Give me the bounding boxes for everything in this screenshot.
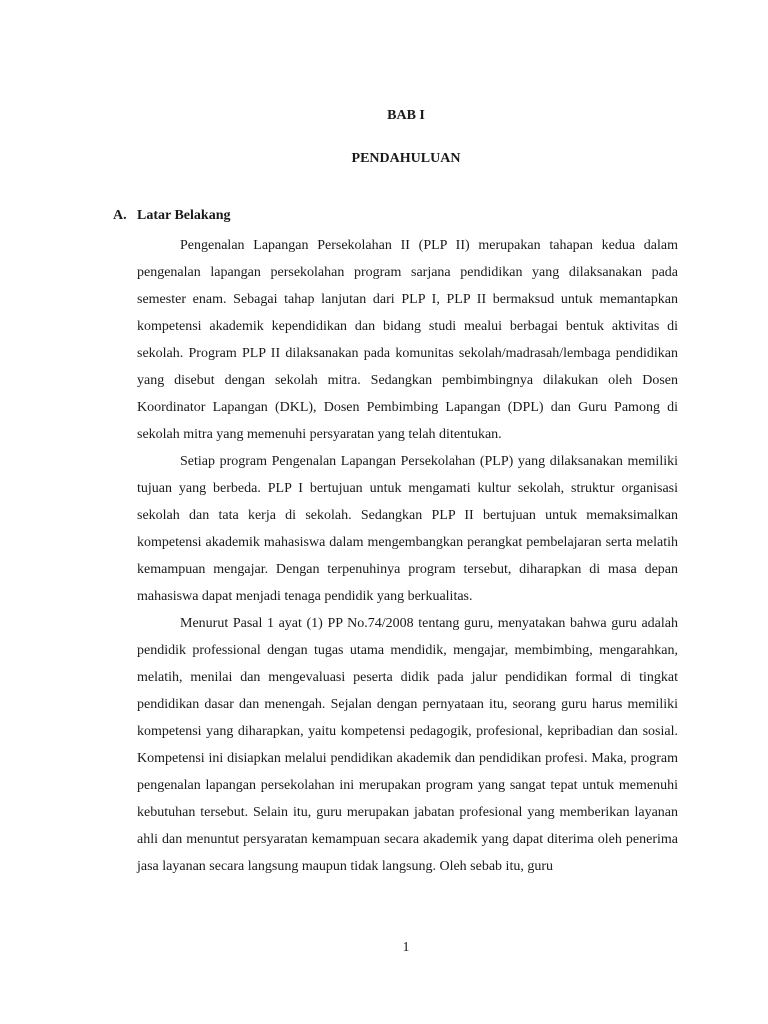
page-number: 1	[402, 940, 410, 955]
paragraph-1: Pengenalan Lapangan Persekolahan II (PLP II) merupakan tahapan kedua dalam pengenalan lapangan persekolahan program sarjana pendidikan yang dilaksanakan pada semester enam. Sebagai tahap lanjutan dari PLP I, PLP II bermaksud untuk memantapkan kompetensi akademik kependidikan dan bidang studi mealui berbagai bentuk aktivitas di sekolah. Program PLP II dilaksanakan pada komunitas sekolah/madrasah/lembaga pendidikan yang disebut dengan sekolah mitra. Sedangkan pembimbingnya dilakukan oleh Dosen Koordinator Lapangan (DKL), Dosen Pembimbing Lapangan (DPL) dan Guru Pamong di sekolah mitra yang memenuhi persyaratan yang telah ditentukan.	[137, 238, 678, 442]
section-marker: A.	[113, 208, 127, 223]
chapter-title: PENDAHULUAN	[351, 151, 461, 166]
chapter-number: BAB I	[387, 108, 425, 123]
section-heading	[113, 208, 230, 224]
paragraph-2: Setiap program Pengenalan Lapangan Persekolahan (PLP) yang dilaksanakan memiliki tujuan yang berbeda. PLP I bertujuan untuk mengamati kultur sekolah, struktur organisasi sekolah dan tata kerja di sekolah. Sedangkan PLP II bertujuan untuk memaksimalkan kompetensi akademik mahasiswa dalam mengembangkan perangkat pembelajaran serta melatih kemampuan mengajar. Dengan terpenuhinya program tersebut, diharapkan di masa depan mahasiswa dapat menjadi tenaga pendidik yang berkualitas.	[137, 454, 678, 604]
paragraph-3: Menurut Pasal 1 ayat (1) PP No.74/2008 tentang guru, menyatakan bahwa guru adalah pendidik professional dengan tugas utama mendidik, mengajar, membimbing, mengarahkan, melatih, menilai dan mengevaluasi peserta didik pada jalur pendidikan formal di tingkat pendidikan dasar dan menengah. Sejalan dengan pernyataan itu, seorang guru harus memiliki kompetensi yang diharapkan, yaitu kompetensi pedagogik, profesional, kepribadian dan sosial. Kompetensi ini disiapkan melalui pendidikan akademik dan pendidikan profesi. Maka, program pengenalan lapangan persekolahan ini merupakan program yang sangat tepat untuk memenuhi kebutuhan tersebut. Selain itu, guru merupakan jabatan profesional yang memberikan layanan ahli dan menuntut persyaratan kemampuan secara akademik yang dapat diterima oleh penerima jasa layanan secara langsung maupun tidak langsung. Oleh sebab itu, guru	[137, 616, 678, 874]
body-text	[137, 232, 678, 880]
section-title: Latar Belakang	[137, 208, 231, 223]
